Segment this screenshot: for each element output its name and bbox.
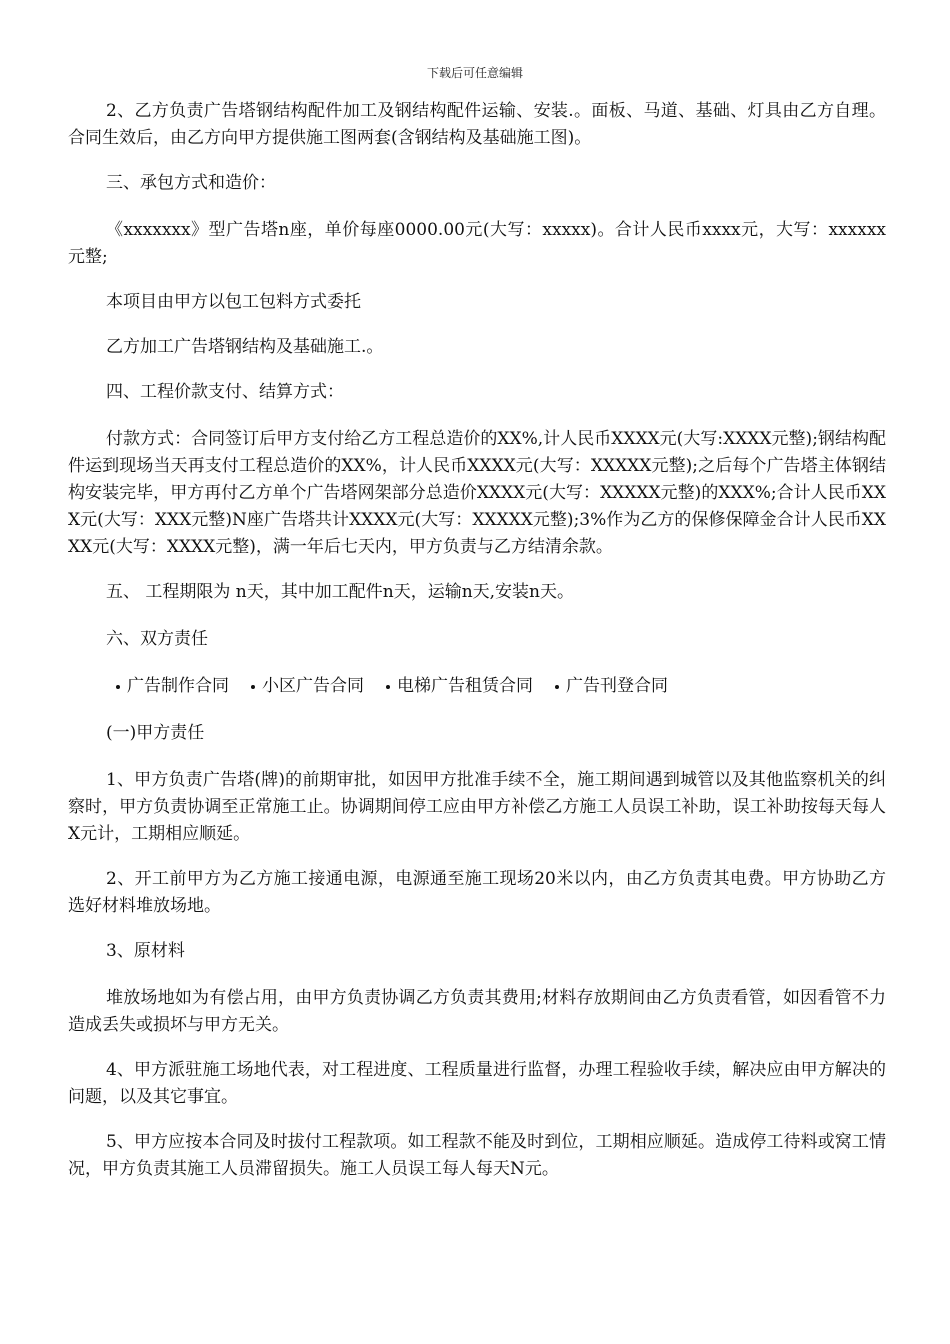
related-link-label: 电梯广告租赁合同 [397,676,533,696]
paragraph-party-a-item-5: 5、甲方应按本合同及时拔付工程款项。如工程款不能及时到位，工期相应顺延。造成停工待料或窝工情况，甲方负责其施工人员滞留损失。施工人员误工每人每天N元。 [68,1132,886,1179]
related-link-ad-production[interactable] [116,673,229,700]
section-heading-responsibilities: 六、双方责任 [106,629,208,649]
document-body [68,98,886,1201]
section-heading-payment: 四、工程价款支付、结算方式： [106,382,344,402]
related-link-elevator-ad[interactable] [386,673,533,700]
related-link-community-ad[interactable] [251,673,364,700]
paragraph-schedule: 五、 工程期限为 n天，其中加工配件n天，运输n天,安装n天。 [106,582,575,602]
paragraph-clause-2: 2、乙方负责广告塔钢结构配件加工及钢结构配件运输、安装.。面板、马道、基础、灯具由乙方自理。合同生效后，由乙方向甲方提供施工图两套(含钢结构及基础施工图)。 [68,101,886,148]
related-link-label: 广告制作合同 [127,676,229,696]
paragraph-party-a-item-2: 2、开工前甲方为乙方施工接通电源，电源通至施工现场20米以内，由乙方负责其电费。甲方协助乙方选好材料堆放场地。 [68,869,886,916]
related-links [68,673,886,700]
paragraph-commission: 本项目由甲方以包工包料方式委托 [106,292,361,312]
section-heading-contract-method: 三、承包方式和造价： [106,173,276,193]
bullet-icon [116,685,120,689]
related-link-label: 广告刊登合同 [566,676,668,696]
paragraph-price: 《xxxxxxx》型广告塔n座，单价每座0000.00元(大写：xxxxx)。合计人民币xxxx元，大写：xxxxxx元整; [68,220,886,267]
paragraph-storage: 堆放场地如为有偿占用，由甲方负责协调乙方负责其费用;材料存放期间由乙方负责看管，如因看管不力造成丢失或损坏与甲方无关。 [68,988,886,1035]
paragraph-payment-terms: 付款方式：合同签订后甲方支付给乙方工程总造价的XX%,计人民币XXXX元(大写:XXXX元整);钢结构配件运到现场当天再支付工程总造价的XX%，计人民币XXXX元(大写：XXXXX元整);之后每个广告塔主体钢结构安装完毕，甲方再付乙方单个广告塔网架部分总造价XXXX元(大写：XXXXX元整)的XXX%;合计人民币XXX元(大写：XXX元整)N座广告塔共计XXXX元(大写：XXXXX元整);3%作为乙方的保修保障金合计人民币XXXX元(大写：XXXX元整)，满一年后七天内，甲方负责与乙方结清余款。 [68,429,886,557]
related-link-label: 小区广告合同 [262,676,364,696]
paragraph-processing: 乙方加工广告塔钢结构及基础施工.。 [106,337,384,357]
bullet-icon [251,685,255,689]
paragraph-party-a-item-3: 3、原材料 [106,941,185,961]
paragraph-party-a-item-4: 4、甲方派驻施工场地代表，对工程进度、工程质量进行监督，办理工程验收手续，解决应由甲方解决的问题，以及其它事宜。 [68,1060,886,1107]
bullet-icon [555,685,559,689]
paragraph-party-a-item-1: 1、甲方负责广告塔(牌)的前期审批，如因甲方批准手续不全，施工期间遇到城管以及其他监察机关的纠察时，甲方负责协调至正常施工止。协调期间停工应由甲方补偿乙方施工人员误工补助，误工补助按每天每人X元计，工期相应顺延。 [68,770,886,844]
header-note: 下载后可任意编辑 [426,66,523,80]
subsection-heading-party-a: (一)甲方责任 [106,723,205,743]
related-link-ad-publishing[interactable] [555,673,668,700]
bullet-icon [386,685,390,689]
